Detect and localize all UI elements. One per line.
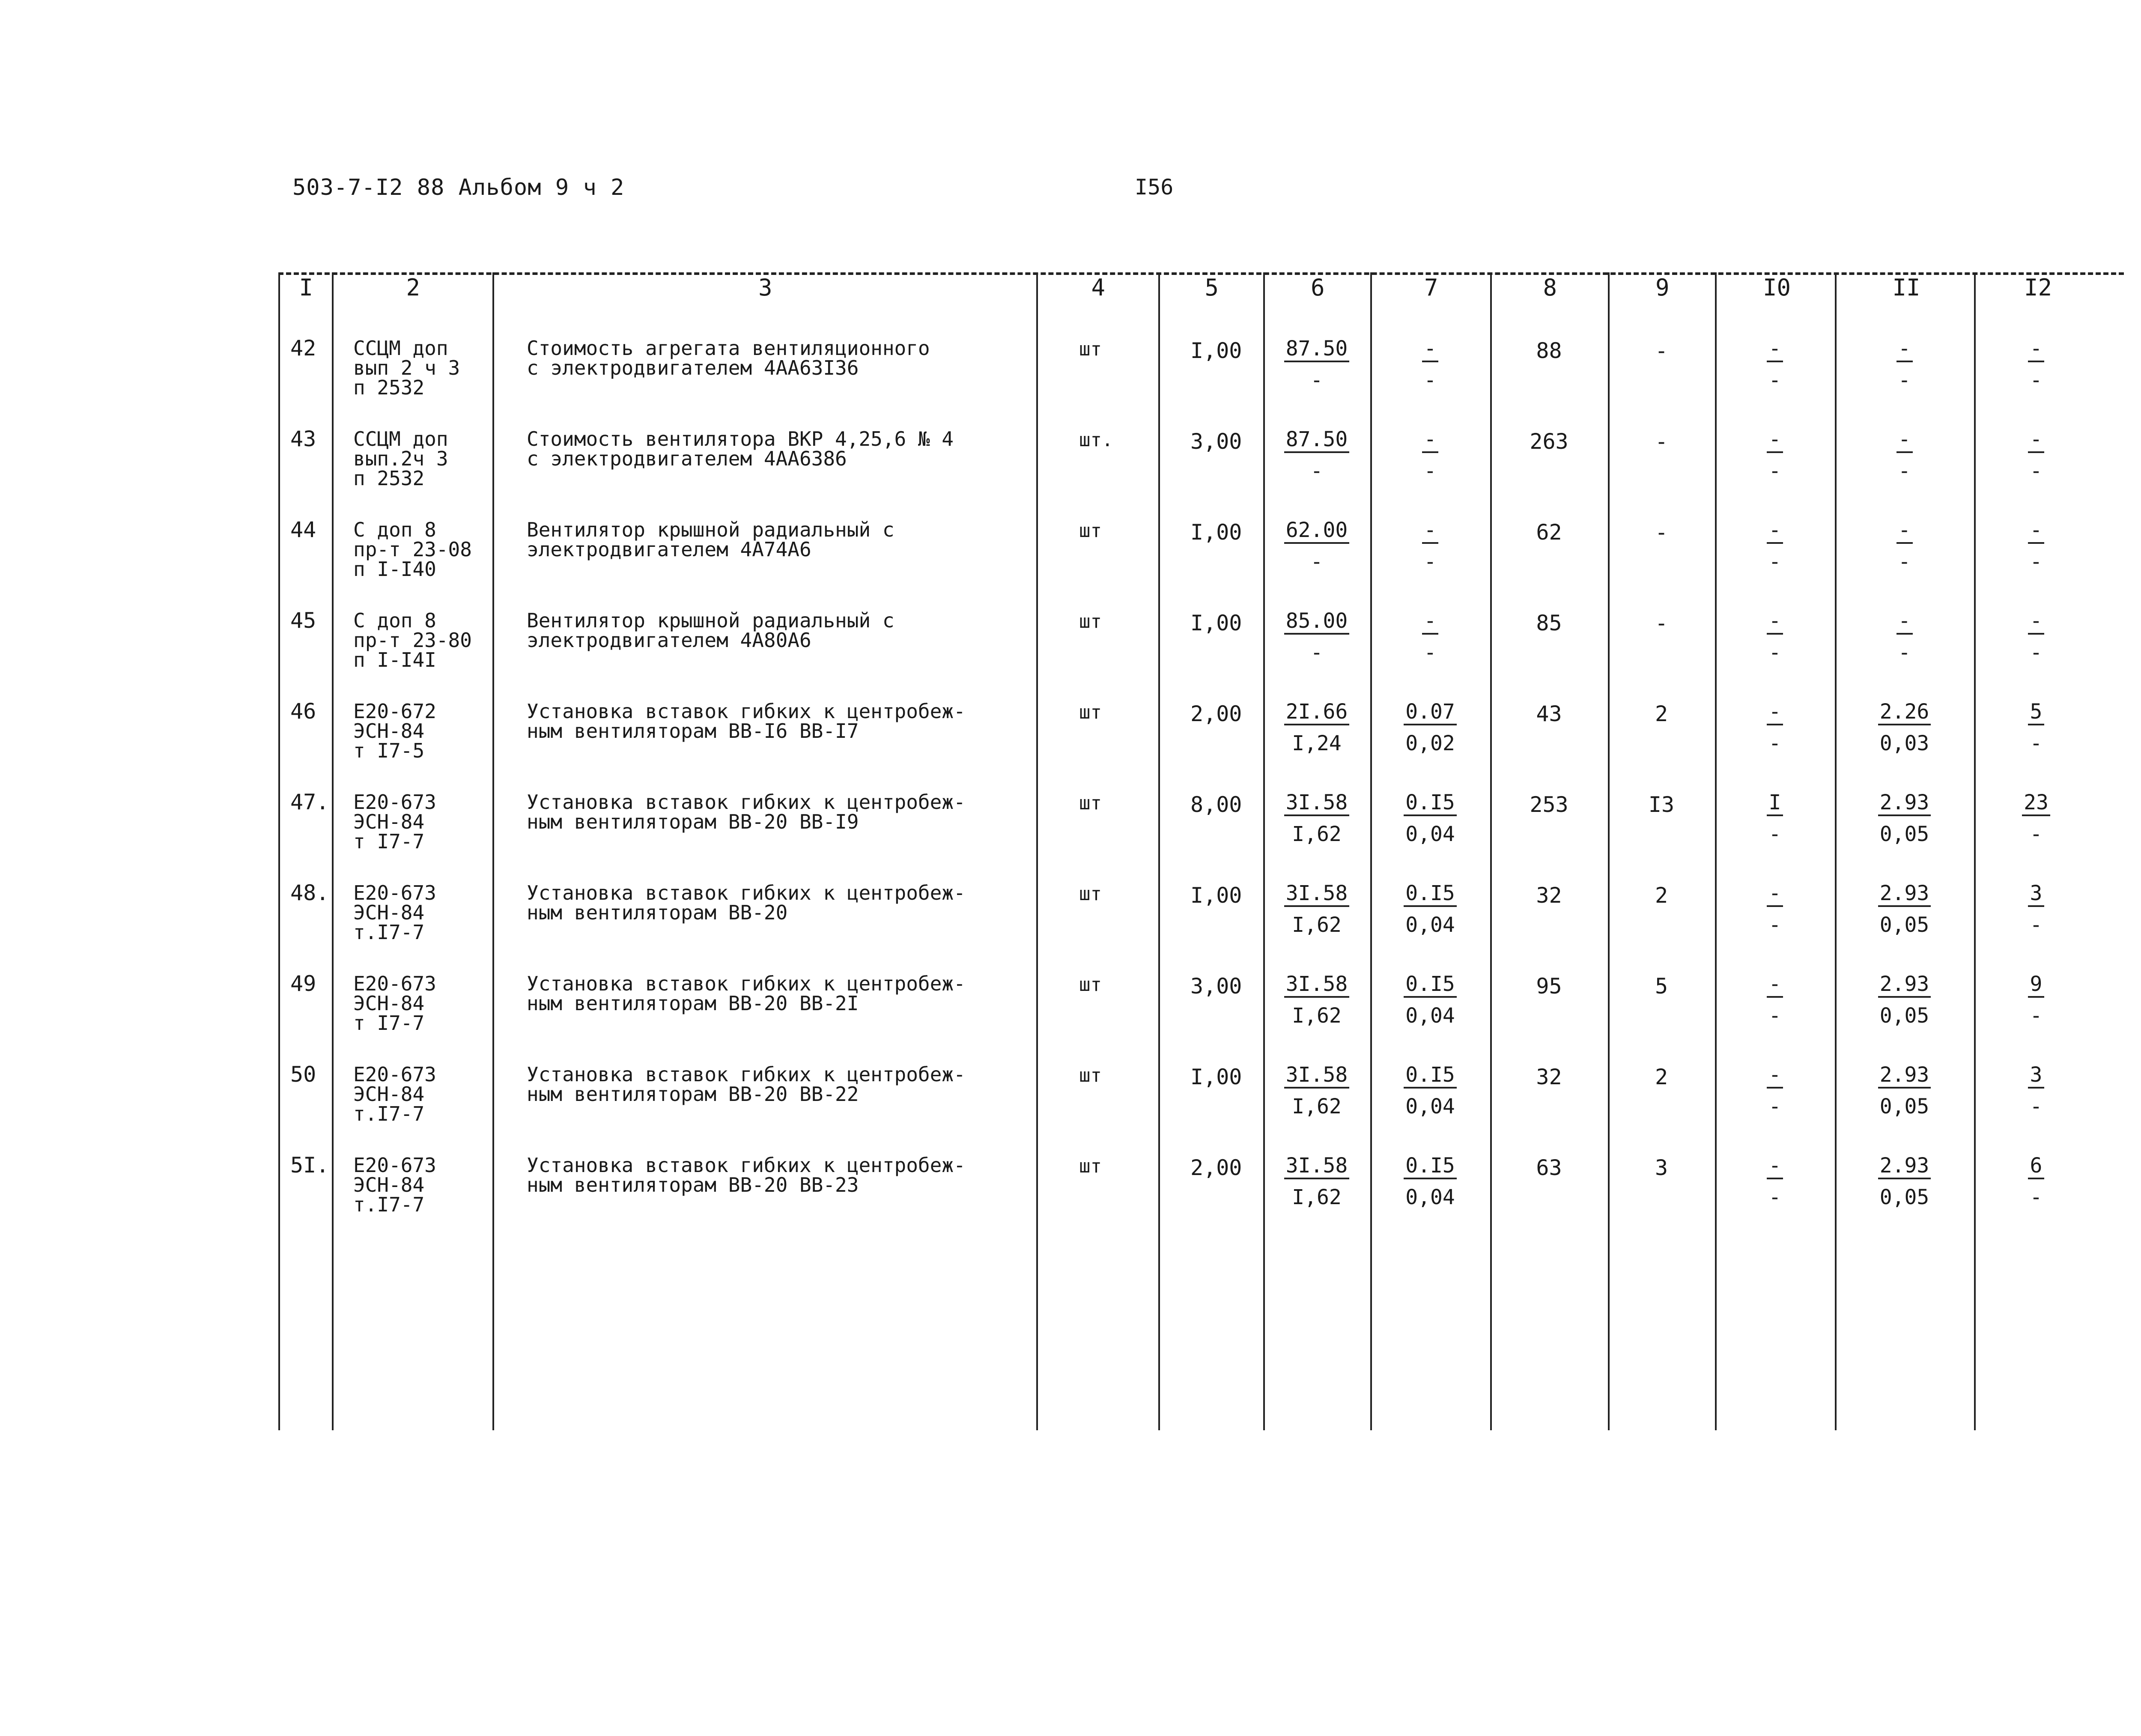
c12-denominator: - [2030, 459, 2043, 483]
c12-numerator: 5 [2028, 701, 2044, 725]
text-line: Установка вставок гибких к центробеж- [527, 972, 966, 995]
c6-denominator: I,24 [1292, 731, 1342, 755]
text-line: ным вентиляторам ВВ-20 ВВ-I9 [527, 810, 859, 833]
c12-fraction [1974, 611, 2098, 663]
c6-denominator: I,62 [1292, 1095, 1342, 1119]
text-line: ЭСН-84 [353, 810, 425, 833]
c6-numerator: 87.50 [1284, 429, 1350, 453]
c11-denominator: - [1898, 641, 1911, 665]
c12-fraction [1974, 1065, 2098, 1117]
c12-numerator: - [2028, 611, 2044, 635]
price-reference [353, 974, 436, 1033]
text-line: Установка вставок гибких к центробеж- [527, 881, 966, 904]
text-line: т.I7-7 [353, 1193, 425, 1216]
total-cost: 32 [1536, 1065, 1562, 1089]
c10-numerator: - [1767, 1065, 1783, 1089]
quantity: I,00 [1190, 520, 1242, 545]
c6-numerator: 87.50 [1284, 338, 1350, 362]
c10-denominator: - [1768, 1004, 1781, 1028]
c11-numerator: - [1896, 520, 1913, 544]
c12-fraction [1974, 1155, 2098, 1208]
work-description [527, 1155, 966, 1195]
price-reference [353, 429, 448, 488]
c11-denominator: 0,05 [1879, 1004, 1929, 1028]
text-line: т.I7-7 [353, 921, 425, 944]
c7-numerator: 0.I5 [1404, 883, 1457, 907]
row-number: 45 [290, 608, 316, 633]
total-cost: 88 [1536, 338, 1562, 363]
c12-denominator: - [2030, 1185, 2043, 1209]
c11-denominator: 0,05 [1879, 1095, 1929, 1119]
wages-total: - [1655, 338, 1668, 363]
row-number: 44 [290, 517, 316, 542]
c10-denominator: - [1768, 641, 1781, 665]
work-description [527, 338, 930, 378]
quantity: I,00 [1190, 338, 1242, 363]
text-line: Стоимость вентилятора ВКР 4,25,6 № 4 [527, 427, 954, 450]
c12-fraction [1974, 883, 2098, 935]
unit: шт [1079, 792, 1102, 814]
wages-total: 2 [1655, 1065, 1668, 1089]
c7-fraction [1370, 792, 1490, 844]
quantity: 3,00 [1190, 429, 1242, 454]
work-description [527, 429, 954, 468]
c10-denominator: - [1768, 822, 1781, 846]
row-number: 46 [290, 699, 316, 724]
c6-fraction [1263, 429, 1370, 481]
c6-fraction [1263, 974, 1370, 1026]
column-number: II [1892, 274, 1920, 301]
c10-denominator: - [1768, 459, 1781, 483]
total-cost: 95 [1536, 974, 1562, 999]
text-line: пр-т 23-80 [353, 629, 472, 652]
text-line: ным вентиляторам ВВ-20 ВВ-2I [527, 992, 859, 1015]
c6-fraction [1263, 1065, 1370, 1117]
text-line: С доп 8 [353, 518, 436, 541]
row-number: 48. [290, 880, 329, 905]
c12-numerator: - [2028, 338, 2044, 362]
text-line: ным вентиляторам ВВ-I6 ВВ-I7 [527, 719, 859, 743]
c11-numerator: 2.93 [1878, 883, 1931, 907]
text-line: Е20-673 [353, 790, 436, 814]
work-description [527, 520, 895, 559]
text-line: Е20-673 [353, 881, 436, 904]
text-line: ССЦМ доп [353, 337, 448, 360]
text-line: пр-т 23-08 [353, 538, 472, 561]
c12-denominator: - [2030, 368, 2043, 392]
work-description [527, 883, 966, 922]
text-line: Е20-672 [353, 700, 436, 723]
text-line: ЭСН-84 [353, 1173, 425, 1196]
c6-fraction [1263, 701, 1370, 754]
c6-denominator: - [1310, 368, 1323, 392]
c7-denominator: - [1424, 368, 1437, 392]
text-line: ЭСН-84 [353, 1083, 425, 1106]
c11-numerator: 2.93 [1878, 974, 1931, 998]
text-line: с электродвигателем 4АА6386 [527, 447, 847, 470]
c7-numerator: 0.I5 [1404, 1065, 1457, 1089]
text-line: С доп 8 [353, 609, 436, 632]
c11-fraction [1835, 701, 1974, 754]
c11-denominator: - [1898, 368, 1911, 392]
price-reference [353, 883, 436, 942]
text-line: электродвигателем 4А74А6 [527, 538, 811, 561]
column-divider [492, 272, 494, 1430]
c7-fraction [1370, 974, 1490, 1026]
c6-denominator: I,62 [1292, 822, 1342, 846]
wages-total: 3 [1655, 1155, 1668, 1180]
row-number: 42 [290, 336, 316, 361]
c6-denominator: I,62 [1292, 1004, 1342, 1028]
column-number: 4 [1091, 274, 1106, 301]
text-line: Е20-673 [353, 1154, 436, 1177]
text-line: Установка вставок гибких к центробеж- [527, 1063, 966, 1086]
c11-fraction [1835, 520, 1974, 572]
c7-numerator: 0.I5 [1404, 1155, 1457, 1179]
c11-fraction [1835, 974, 1974, 1026]
text-line: ССЦМ доп [353, 427, 448, 450]
column-number: 9 [1655, 274, 1670, 301]
c12-numerator: - [2028, 520, 2044, 544]
price-reference [353, 792, 436, 851]
wages-total: 2 [1655, 883, 1668, 908]
row-number: 49 [290, 971, 316, 996]
column-divider [1158, 272, 1160, 1430]
c10-fraction [1715, 701, 1835, 754]
c10-numerator: - [1767, 974, 1783, 998]
c7-numerator: 0.I5 [1404, 792, 1457, 816]
c6-numerator: 3I.58 [1284, 792, 1350, 816]
total-cost: 43 [1536, 701, 1562, 726]
column-number: 5 [1205, 274, 1219, 301]
c10-denominator: - [1768, 550, 1781, 574]
c11-numerator: 2.93 [1878, 792, 1931, 816]
c7-fraction [1370, 338, 1490, 391]
c6-fraction [1263, 520, 1370, 572]
wages-total: 5 [1655, 974, 1668, 999]
c11-denominator: - [1898, 550, 1911, 574]
total-cost: 62 [1536, 520, 1562, 545]
text-line: п I-I40 [353, 558, 436, 581]
c12-fraction [1974, 520, 2098, 572]
row-number: 5I. [290, 1153, 329, 1178]
c11-numerator: - [1896, 338, 1913, 362]
c11-denominator: 0,03 [1879, 731, 1929, 755]
text-line: ЭСН-84 [353, 992, 425, 1015]
c6-numerator: 3I.58 [1284, 1155, 1350, 1179]
c12-fraction [1974, 429, 2098, 481]
text-line: вып.2ч 3 [353, 447, 448, 470]
c12-fraction [1974, 701, 2098, 754]
work-description [527, 1065, 966, 1104]
c7-denominator: 0,04 [1405, 1185, 1455, 1209]
text-line: Установка вставок гибких к центробеж- [527, 790, 966, 814]
unit: шт [1079, 701, 1102, 723]
text-line: Е20-673 [353, 1063, 436, 1086]
price-reference [353, 520, 472, 579]
c6-numerator: 3I.58 [1284, 974, 1350, 998]
text-line: т I7-5 [353, 739, 425, 762]
c6-numerator: 2I.66 [1284, 701, 1350, 725]
price-reference [353, 701, 436, 761]
c7-fraction [1370, 701, 1490, 754]
column-number: I [299, 274, 313, 301]
text-line: ЭСН-84 [353, 719, 425, 743]
wages-total: 2 [1655, 701, 1668, 726]
text-line: Установка вставок гибких к центробеж- [527, 1154, 966, 1177]
c7-fraction [1370, 883, 1490, 935]
c10-fraction [1715, 611, 1835, 663]
c11-numerator: 2.93 [1878, 1065, 1931, 1089]
c6-denominator: I,62 [1292, 1185, 1342, 1209]
c12-numerator: 6 [2028, 1155, 2044, 1179]
c11-fraction [1835, 1065, 1974, 1117]
text-line: вып 2 ч 3 [353, 356, 460, 379]
quantity: 2,00 [1190, 701, 1242, 726]
total-cost: 32 [1536, 883, 1562, 908]
c12-numerator: 3 [2028, 883, 2044, 907]
text-line: Вентилятор крышной радиальный с [527, 609, 895, 632]
wages-total: - [1655, 611, 1668, 635]
unit: шт [1079, 974, 1102, 996]
c6-denominator: - [1310, 550, 1323, 574]
total-cost: 253 [1530, 792, 1568, 817]
c10-fraction [1715, 974, 1835, 1026]
c7-numerator: - [1422, 429, 1438, 453]
text-line: п 2532 [353, 376, 425, 399]
total-cost: 85 [1536, 611, 1562, 635]
work-description [527, 974, 966, 1013]
c7-denominator: - [1424, 550, 1437, 574]
total-cost: 263 [1530, 429, 1568, 454]
c11-numerator: 2.93 [1878, 1155, 1931, 1179]
c10-fraction [1715, 338, 1835, 391]
quantity: I,00 [1190, 611, 1242, 635]
c7-denominator: 0,04 [1405, 1095, 1455, 1119]
c7-denominator: - [1424, 459, 1437, 483]
c10-numerator: - [1767, 611, 1783, 635]
c11-fraction [1835, 792, 1974, 844]
c6-fraction [1263, 338, 1370, 391]
c6-fraction [1263, 792, 1370, 844]
text-line: т I7-7 [353, 1011, 425, 1035]
c7-fraction [1370, 1065, 1490, 1117]
price-reference [353, 1155, 436, 1214]
c6-numerator: 3I.58 [1284, 1065, 1350, 1089]
c11-denominator: - [1898, 459, 1911, 483]
c6-denominator: - [1310, 459, 1323, 483]
column-number: 3 [758, 274, 772, 301]
quantity: 8,00 [1190, 792, 1242, 817]
c12-fraction [1974, 974, 2098, 1026]
unit: шт [1079, 338, 1102, 360]
unit: шт. [1079, 429, 1113, 451]
c6-fraction [1263, 883, 1370, 935]
c11-fraction [1835, 883, 1974, 935]
page-number: I56 [1135, 175, 1174, 200]
text-line: п I-I4I [353, 648, 436, 671]
c6-fraction [1263, 611, 1370, 663]
c10-fraction [1715, 429, 1835, 481]
c10-denominator: - [1768, 731, 1781, 755]
total-cost: 63 [1536, 1155, 1562, 1180]
c7-numerator: - [1422, 520, 1438, 544]
c12-numerator: 23 [2022, 792, 2050, 816]
column-number: 8 [1543, 274, 1557, 301]
column-divider [278, 272, 280, 1430]
c7-fraction [1370, 429, 1490, 481]
column-divider [1036, 272, 1038, 1430]
text-line: Вентилятор крышной радиальный с [527, 518, 895, 541]
quantity: I,00 [1190, 883, 1242, 908]
c12-denominator: - [2030, 550, 2043, 574]
c7-denominator: 0,04 [1405, 1004, 1455, 1028]
c10-fraction [1715, 520, 1835, 572]
text-line: Стоимость агрегата вентиляционного [527, 337, 930, 360]
work-description [527, 611, 895, 650]
c7-numerator: 0.07 [1404, 701, 1457, 725]
c10-numerator: - [1767, 338, 1783, 362]
c7-denominator: - [1424, 641, 1437, 665]
c10-numerator: - [1767, 520, 1783, 544]
c12-numerator: 9 [2028, 974, 2044, 998]
price-reference [353, 611, 472, 670]
c12-denominator: - [2030, 822, 2043, 846]
price-reference [353, 1065, 436, 1124]
c12-denominator: - [2030, 1004, 2043, 1028]
text-line: электродвигателем 4А80А6 [527, 629, 811, 652]
unit: шт [1079, 611, 1102, 632]
c10-numerator: I [1767, 792, 1783, 816]
column-number: 6 [1311, 274, 1325, 301]
c7-numerator: - [1422, 611, 1438, 635]
c7-denominator: 0,04 [1405, 913, 1455, 937]
unit: шт [1079, 520, 1102, 542]
c6-numerator: 3I.58 [1284, 883, 1350, 907]
unit: шт [1079, 883, 1102, 905]
c12-denominator: - [2030, 731, 2043, 755]
c10-fraction [1715, 1065, 1835, 1117]
column-divider [332, 272, 334, 1430]
c10-denominator: - [1768, 913, 1781, 937]
c11-numerator: - [1896, 611, 1913, 635]
text-line: Е20-673 [353, 972, 436, 995]
c7-denominator: 0,04 [1405, 822, 1455, 846]
column-number: I0 [1763, 274, 1791, 301]
c10-denominator: - [1768, 368, 1781, 392]
text-line: ным вентиляторам ВВ-20 ВВ-22 [527, 1083, 859, 1106]
text-line: Установка вставок гибких к центробеж- [527, 700, 966, 723]
c11-numerator: - [1896, 429, 1913, 453]
c12-denominator: - [2030, 913, 2043, 937]
quantity: 2,00 [1190, 1155, 1242, 1180]
c11-denominator: 0,05 [1879, 822, 1929, 846]
price-reference [353, 338, 460, 397]
c12-denominator: - [2030, 641, 2043, 665]
c10-denominator: - [1768, 1185, 1781, 1209]
row-number: 50 [290, 1062, 316, 1087]
quantity: I,00 [1190, 1065, 1242, 1089]
c11-numerator: 2.26 [1878, 701, 1931, 725]
wages-total: - [1655, 520, 1668, 545]
c7-fraction [1370, 1155, 1490, 1208]
c12-denominator: - [2030, 1095, 2043, 1119]
unit: шт [1079, 1065, 1102, 1086]
work-description [527, 792, 966, 832]
text-line: п 2532 [353, 467, 425, 490]
c11-fraction [1835, 1155, 1974, 1208]
c10-numerator: - [1767, 429, 1783, 453]
row-number: 43 [290, 427, 316, 451]
c11-fraction [1835, 338, 1974, 391]
c10-numerator: - [1767, 1155, 1783, 1179]
c6-numerator: 62.00 [1284, 520, 1350, 544]
c10-numerator: - [1767, 883, 1783, 907]
text-line: т I7-7 [353, 830, 425, 853]
row-number: 47. [290, 790, 329, 814]
column-number: I2 [2024, 274, 2052, 301]
c6-denominator: - [1310, 641, 1323, 665]
c11-denominator: 0,05 [1879, 1185, 1929, 1209]
c11-fraction [1835, 611, 1974, 663]
c12-numerator: 3 [2028, 1065, 2044, 1089]
c10-numerator: - [1767, 701, 1783, 725]
c12-fraction [1974, 792, 2098, 844]
c10-fraction [1715, 1155, 1835, 1208]
text-line: ЭСН-84 [353, 901, 425, 924]
unit: шт [1079, 1155, 1102, 1177]
wages-total: - [1655, 429, 1668, 454]
c11-fraction [1835, 429, 1974, 481]
c7-fraction [1370, 520, 1490, 572]
text-line: т.I7-7 [353, 1102, 425, 1125]
c7-denominator: 0,02 [1405, 731, 1455, 755]
c10-fraction [1715, 792, 1835, 844]
text-line: ным вентиляторам ВВ-20 ВВ-23 [527, 1173, 859, 1196]
c12-numerator: - [2028, 429, 2044, 453]
document-code: 503-7-I2 88 Альбом 9 ч 2 [292, 175, 625, 200]
c6-numerator: 85.00 [1284, 611, 1350, 635]
text-line: ным вентиляторам ВВ-20 [527, 901, 788, 924]
text-line: с электродвигателем 4АА63I36 [527, 356, 859, 379]
quantity: 3,00 [1190, 974, 1242, 999]
header-dashed-rule [278, 272, 2124, 275]
column-number: 7 [1424, 274, 1438, 301]
work-description [527, 701, 966, 741]
wages-total: I3 [1648, 792, 1675, 817]
c11-denominator: 0,05 [1879, 913, 1929, 937]
c6-denominator: I,62 [1292, 913, 1342, 937]
c7-fraction [1370, 611, 1490, 663]
c12-fraction [1974, 338, 2098, 391]
column-number: 2 [406, 274, 420, 301]
c6-fraction [1263, 1155, 1370, 1208]
c10-denominator: - [1768, 1095, 1781, 1119]
c7-numerator: - [1422, 338, 1438, 362]
c7-numerator: 0.I5 [1404, 974, 1457, 998]
c10-fraction [1715, 883, 1835, 935]
